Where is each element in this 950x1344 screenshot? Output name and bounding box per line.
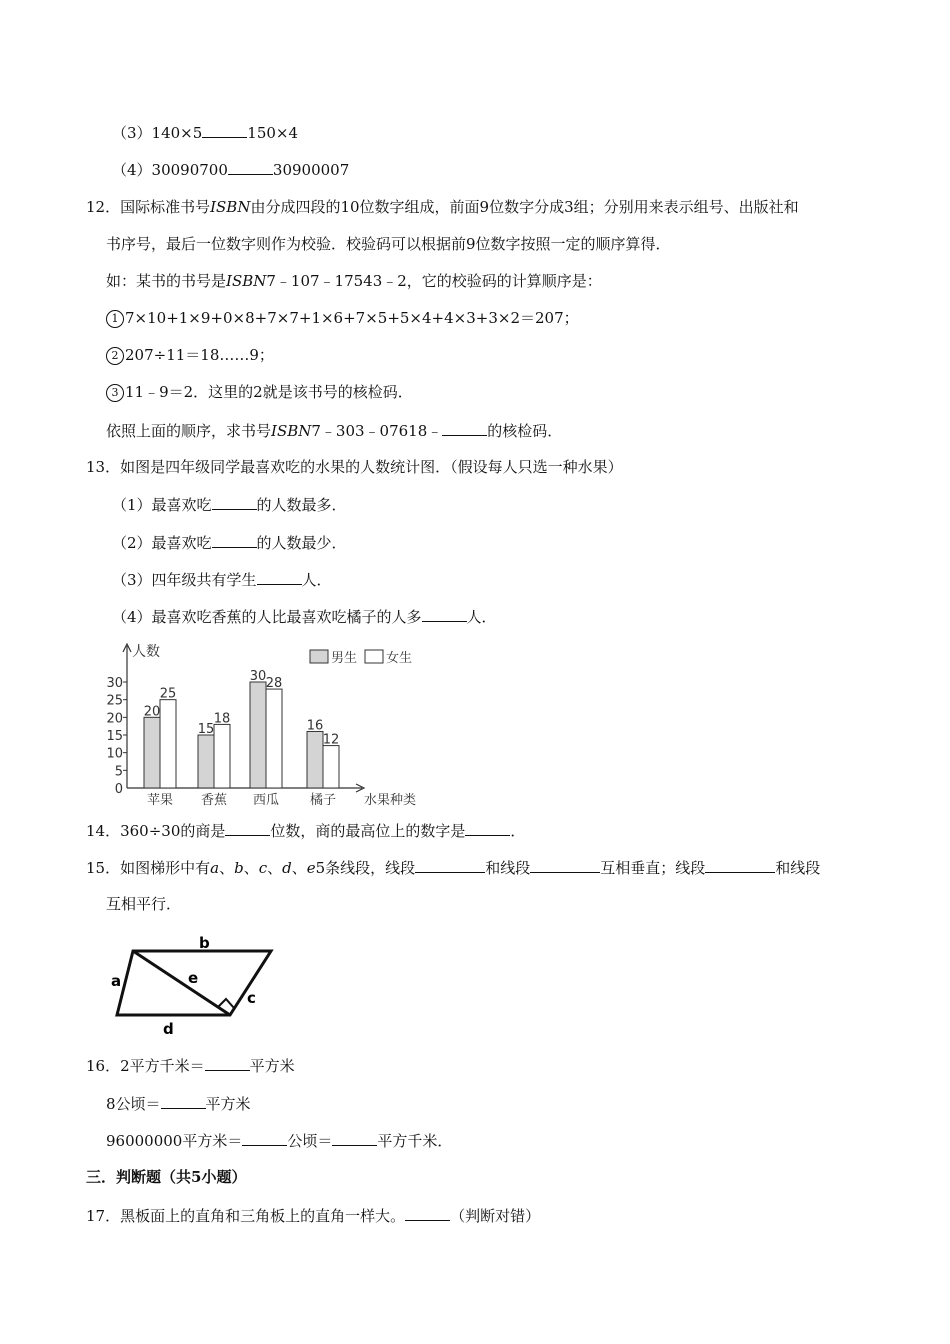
legend-label: 男生 <box>331 651 358 666</box>
bar-girls <box>214 724 230 788</box>
q12-step3: 3 11﹣9＝2．这里的2就是该书号的核检码． <box>106 382 413 402</box>
bar-boys <box>198 735 214 788</box>
bar-boys <box>307 731 323 788</box>
legend-swatch <box>365 650 383 663</box>
answer-blank[interactable] <box>161 1093 206 1109</box>
label-b: b <box>199 934 210 952</box>
trapezoid-figure <box>105 930 285 1040</box>
circled-number: 3 <box>106 384 124 402</box>
bar-boys <box>250 682 266 788</box>
label-a: a <box>111 972 122 990</box>
answer-blank[interactable] <box>422 606 467 622</box>
y-tick-label: 25 <box>106 693 123 709</box>
q13-part1: （1）最喜欢吃 的人数最多． <box>112 496 347 514</box>
y-tick-label: 10 <box>106 746 123 762</box>
q16-line1: 16．2平方千米＝ 平方米 <box>86 1057 295 1075</box>
data-label: 18 <box>213 711 231 727</box>
q17: 17．黑板面上的直角和三角板上的直角一样大。 （判断对错） <box>86 1207 541 1225</box>
answer-blank[interactable] <box>332 1130 377 1146</box>
fruit-bar-chart <box>100 640 440 810</box>
answer-blank[interactable] <box>465 820 510 836</box>
q13-title: 13．如图是四年级同学最喜欢吃的水果的人数统计图．（假设每人只选一种水果） <box>86 458 623 476</box>
label-d: d <box>163 1020 174 1038</box>
answer-blank[interactable] <box>705 857 775 873</box>
q14: 14．360÷30的商是 位数，商的最高位上的数字是 ． <box>86 822 526 840</box>
answer-blank[interactable] <box>405 1205 450 1221</box>
q12-line2: 书序号，最后一位数字则作为校验．校验码可以根据前9位数字按照一定的顺序算得． <box>106 235 671 253</box>
answer-blank[interactable] <box>530 857 600 873</box>
bar-girls <box>160 700 176 788</box>
answer-blank[interactable] <box>205 1055 250 1071</box>
data-label: 25 <box>159 686 177 702</box>
y-tick-label: 30 <box>106 676 123 691</box>
answer-blank[interactable] <box>415 857 485 873</box>
q11-part4: （4）30090700 30900007 <box>112 161 350 179</box>
q13-part4: （4）最喜欢吃香蕉的人比最喜欢吃橘子的人多 人． <box>112 608 497 626</box>
circled-number: 2 <box>106 347 124 365</box>
section-heading: 三．判断题（共5小题） <box>86 1168 247 1186</box>
q16-line2: 8公顷＝ 平方米 <box>106 1095 251 1113</box>
category-label: 橘子 <box>309 793 337 808</box>
bar-girls <box>266 689 282 788</box>
y-tick-label: 5 <box>114 764 123 780</box>
answer-blank[interactable] <box>242 1130 287 1146</box>
y-tick-label: 0 <box>114 782 123 797</box>
q15-line2: 互相平行． <box>106 895 182 913</box>
x-axis-label: 水果种类 <box>364 793 417 808</box>
answer-blank[interactable] <box>228 159 273 175</box>
answer-blank[interactable] <box>442 420 487 436</box>
circled-number: 1 <box>106 310 124 328</box>
q12-line1: 12．国际标准书号ISBN由分成四段的10位数字组成，前面9位数字分成3组；分别用来表示组号、出版社和 <box>86 198 799 216</box>
q13-part2: （2）最喜欢吃 的人数最少． <box>112 534 347 552</box>
q13-part3: （3）四年级共有学生 人． <box>112 571 332 589</box>
category-label: 香蕉 <box>200 793 228 808</box>
y-axis-label: 人数 <box>132 644 160 660</box>
y-tick-label: 20 <box>106 711 123 727</box>
q11-part3: （3）140×5 150×4 <box>112 124 299 142</box>
data-label: 15 <box>197 722 215 737</box>
data-label: 20 <box>143 704 161 720</box>
right-angle-mark <box>218 999 234 1008</box>
data-label: 28 <box>265 676 283 692</box>
q12-step1: 1 7×10+1×9+0×8+7×7+1×6+7×5+5×4+4×3+3×2＝207； <box>106 308 579 328</box>
label-c: c <box>247 989 256 1007</box>
answer-blank[interactable] <box>257 569 302 585</box>
q12-line3: 如：某书的书号是ISBN7﹣107﹣17543﹣2，它的校验码的计算顺序是： <box>106 272 602 290</box>
legend-swatch <box>310 650 328 663</box>
data-label: 16 <box>306 718 324 734</box>
q15-line1: 15．如图梯形中有a、b、c、d、e5条线段，线段 和线段 互相垂直；线段 和线段 <box>86 859 821 877</box>
answer-blank[interactable] <box>212 494 257 510</box>
category-label: 西瓜 <box>252 793 280 808</box>
category-label: 苹果 <box>146 793 174 808</box>
data-label: 30 <box>249 669 267 684</box>
data-label: 12 <box>322 732 340 748</box>
answer-blank[interactable] <box>202 122 247 138</box>
answer-blank[interactable] <box>212 532 257 548</box>
answer-blank[interactable] <box>225 820 270 836</box>
bar-girls <box>323 746 339 788</box>
legend-label: 女生 <box>386 651 413 666</box>
q12-step2: 2 207÷11＝18……9； <box>106 345 274 365</box>
q12-ask: 依照上面的顺序，求书号ISBN7﹣303﹣07618﹣ 的核检码． <box>106 422 563 440</box>
label-e: e <box>188 969 199 987</box>
y-tick-label: 15 <box>106 729 123 744</box>
segment-e <box>133 951 230 1015</box>
q16-line3: 96000000平方米＝ 公顷＝ 平方千米． <box>106 1132 453 1150</box>
bar-boys <box>144 717 160 788</box>
